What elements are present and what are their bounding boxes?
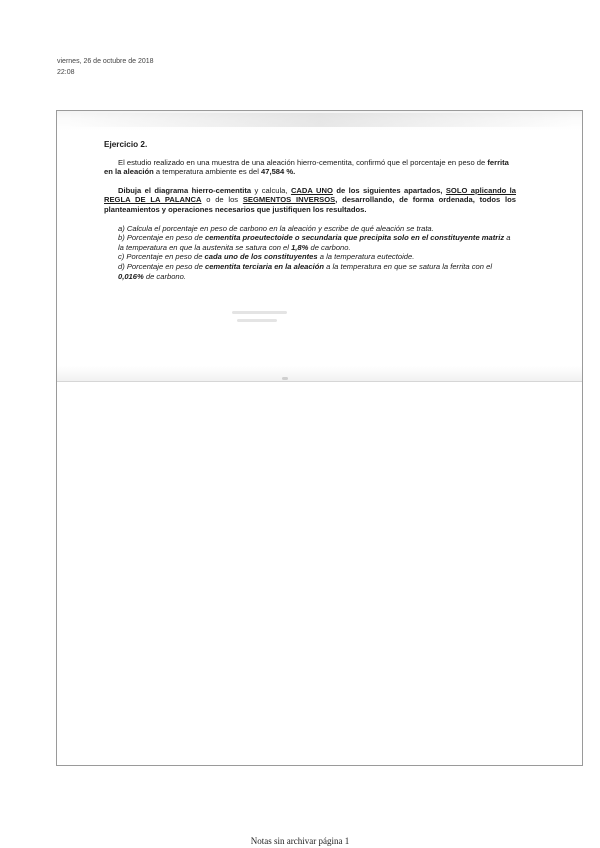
scan-smudge <box>282 377 288 380</box>
exercise-intro <box>104 158 516 177</box>
note-date: viernes, 26 de octubre de 2018 <box>57 58 154 65</box>
item-d-text-2: a la temperatura en que se satura la ferrita con el <box>324 261 493 271</box>
intro-bold-percent: 47,584 %. <box>261 167 296 177</box>
item-d-bold-2: 0,016% <box>118 271 144 281</box>
item-b <box>118 233 516 252</box>
item-a-text: a) Calcula el porcentaje en peso de carbono en la aleación y escribe de qué aleación se trata. <box>118 223 434 233</box>
scanned-image <box>57 111 582 382</box>
instr-bold-2: de los siguientes apartados, <box>332 185 446 195</box>
instr-underline-cada-uno: CADA UNO <box>290 185 333 195</box>
instr-bold-1: Dibuja el diagrama hierro-cementita <box>118 185 252 195</box>
item-b-bold-2: 1,8% <box>291 242 309 252</box>
intro-text-2: a temperatura ambiente es del <box>153 167 262 177</box>
item-c <box>118 252 516 262</box>
intro-text-1: El estudio realizado en una muestra de una aleación hierro-cementita, confirmó que el porcentaje en peso de <box>118 157 488 167</box>
instr-bold-3: , desarrollando, de forma ordenada, todos los planteamientos y operaciones necesarios que justifiquen los resultados. <box>104 195 516 214</box>
item-b-text-1: b) Porcentaje en peso de <box>118 233 205 243</box>
note-metadata <box>57 56 154 78</box>
item-a <box>118 224 516 234</box>
instr-underline-segmentos: SEGMENTOS INVERSOS <box>242 195 336 205</box>
instr-text-1: y calcula, <box>251 185 291 195</box>
item-b-text-2: a la temperatura en que la austenita se satura con el <box>118 233 511 252</box>
exercise-document <box>104 140 516 281</box>
intro-bold-ferrita: ferrita en la aleación <box>104 157 509 177</box>
item-b-text-3: de carbono. <box>308 242 351 252</box>
instr-text-2: o de los <box>201 195 243 205</box>
exercise-items <box>104 224 516 282</box>
item-d-text-1: d) Porcentaje en peso de <box>118 261 205 271</box>
scan-shadow <box>67 113 572 127</box>
scanned-page <box>56 110 583 766</box>
item-c-text-1: c) Porcentaje en peso de <box>118 252 205 262</box>
item-c-text-2: a la temperatura eutectoide. <box>317 252 415 262</box>
exercise-instructions <box>104 186 516 215</box>
item-b-bold-1: cementita proeutectoide o secundaria que precipita solo en el constituyente matriz <box>204 233 505 243</box>
scan-smudge <box>237 319 277 322</box>
exercise-title: Ejercicio 2. <box>104 140 148 149</box>
item-c-bold-1: cada uno de los constituyentes <box>204 252 318 262</box>
note-time: 22:08 <box>57 69 75 76</box>
item-d <box>118 262 516 281</box>
item-d-bold-1: cementita terciaria en la aleación <box>204 261 324 271</box>
item-d-text-3: de carbono. <box>143 271 186 281</box>
instr-underline-regla: SOLO aplicando la REGLA DE LA PALANCA <box>104 185 517 205</box>
scan-smudge <box>232 311 287 314</box>
page-footer: Notas sin archivar página 1 <box>250 836 350 846</box>
